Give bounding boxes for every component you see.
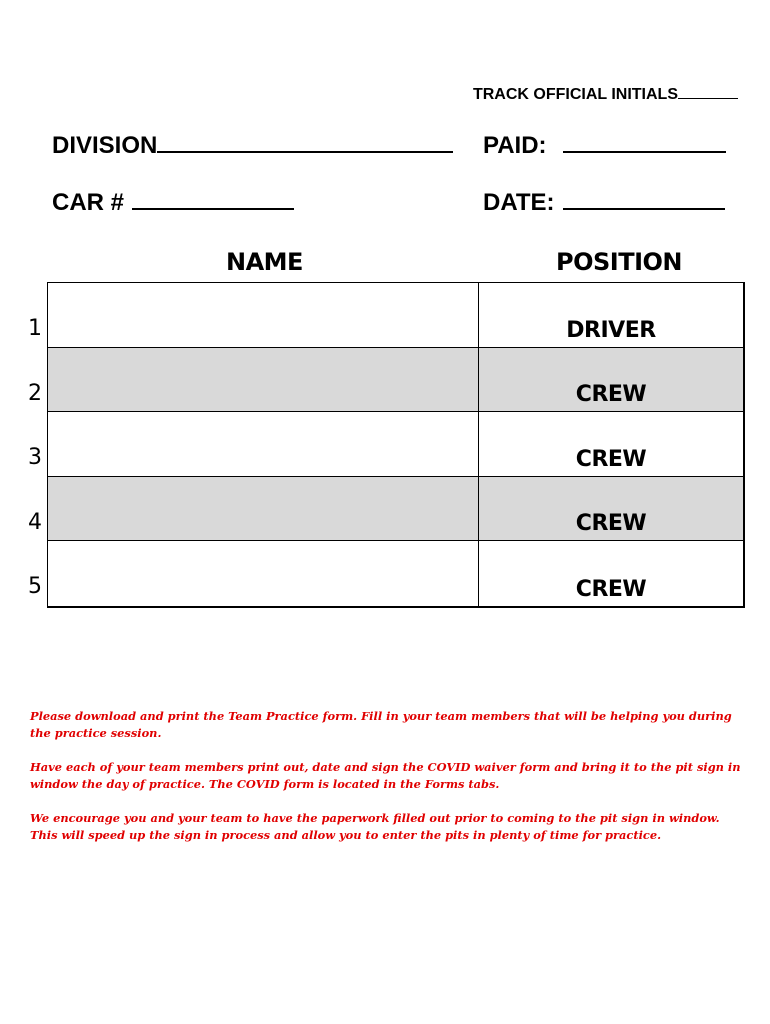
paid-blank[interactable] xyxy=(563,133,726,153)
division-field xyxy=(52,132,453,160)
track-official-initials-blank[interactable] xyxy=(678,84,738,99)
row-number: 4 xyxy=(28,510,42,535)
instruction-paragraph: Please download and print the Team Practice form. Fill in your team members that will be helping you during the practice session. xyxy=(30,709,732,740)
team-roster-table xyxy=(47,282,745,608)
name-cell[interactable] xyxy=(48,541,479,606)
table-row xyxy=(48,477,743,542)
name-cell[interactable] xyxy=(48,412,479,476)
date-label: DATE: xyxy=(483,189,555,216)
row-number: 2 xyxy=(28,381,42,406)
row-number: 5 xyxy=(28,574,42,599)
date-blank[interactable] xyxy=(563,190,725,210)
position-cell: DRIVER xyxy=(566,317,656,343)
position-cell: CREW xyxy=(479,348,743,412)
track-official-initials-label: TRACK OFFICIAL INITIALS xyxy=(472,86,678,103)
name-column-header: NAME xyxy=(226,248,303,276)
row-number: 1 xyxy=(28,316,42,341)
track-official-initials xyxy=(473,84,738,104)
car-number-field xyxy=(52,189,294,217)
table-row xyxy=(48,283,743,348)
paid-label: PAID: xyxy=(483,132,547,159)
row-number: 3 xyxy=(28,445,42,470)
name-cell[interactable] xyxy=(48,477,479,541)
position-cell: CREW xyxy=(479,477,743,541)
instruction-paragraph: We encourage you and your team to have the paperwork filled out prior to coming to the pit sign in window. This will speed up the sign in process and allow you to enter the pits in plenty of time for practice. xyxy=(30,811,720,842)
division-blank[interactable] xyxy=(157,133,453,153)
division-label: DIVISION xyxy=(52,132,158,159)
paid-field xyxy=(483,132,726,160)
car-number-label: CAR # xyxy=(52,189,125,216)
name-cell[interactable] xyxy=(48,283,479,347)
position-cell: CREW xyxy=(575,576,647,602)
instruction-paragraph: Have each of your team members print out, date and sign the COVID waiver form and bring it to the pit sign in window the day of practice. The COVID form is located in the Forms tabs. xyxy=(30,760,741,791)
date-field xyxy=(483,189,725,217)
table-row xyxy=(48,541,743,606)
car-number-blank[interactable] xyxy=(132,190,294,210)
table-row xyxy=(48,348,743,413)
name-cell[interactable] xyxy=(48,348,479,412)
position-cell: CREW xyxy=(575,446,647,472)
instructions xyxy=(30,708,742,861)
position-column-header: POSITION xyxy=(556,248,682,276)
table-row xyxy=(48,412,743,477)
